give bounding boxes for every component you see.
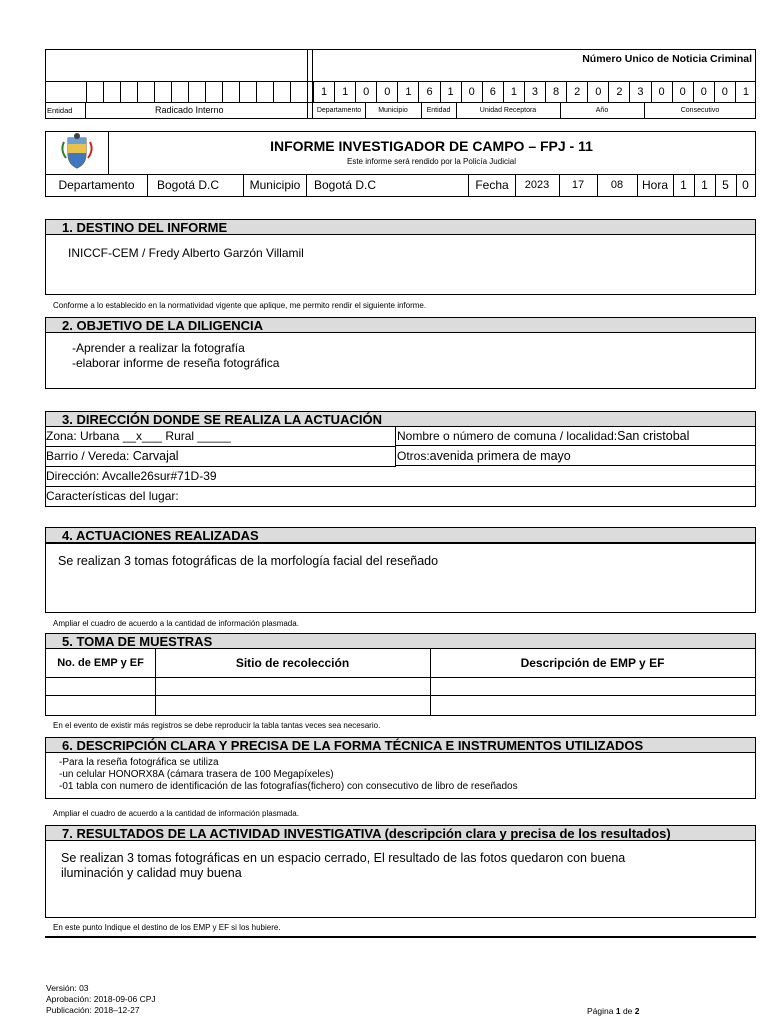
section-4-content: Se realizan 3 tomas fotográficas de la morfología facial del reseñado — [58, 554, 439, 568]
bottom-divider — [45, 936, 756, 938]
nunc-digit: 1 — [334, 82, 355, 103]
section-2-header: 2. OBJETIVO DE LA DILIGENCIA — [45, 317, 756, 333]
hora-digit: 1 — [673, 175, 695, 196]
page-prefix: Página — [587, 1006, 616, 1016]
section-1-box — [45, 235, 756, 295]
section-6-header: 6. DESCRIPCIÓN CLARA Y PRECISA DE LA FORMA TÉCNICA E INSTRUMENTOS UTILIZADOS — [45, 737, 756, 753]
label-radicado: Radicado Interno — [155, 105, 224, 115]
nunc-digit: 0 — [355, 82, 376, 103]
form-subtitle: Este informe será rendido por la Policía Judicial — [347, 157, 516, 166]
section-6-line-3: -01 tabla con numero de identificación de las fotografías(fichero) con consecutivo de libro de reseñados — [59, 781, 518, 792]
section-4-header: 4. ACTUACIONES REALIZADAS — [45, 527, 756, 543]
hora-digit: 0 — [742, 178, 749, 192]
barrio-field — [46, 447, 396, 467]
section-7-note: En este punto Indique el destino de los EMP y EF si los hubiere. — [53, 923, 281, 932]
nunc-digit: 0 — [461, 82, 482, 103]
barrio-label: Barrio / Vereda: — [46, 449, 130, 463]
section-7-line-1: Se realizan 3 tomas fotográficas en un espacio cerrado, El resultado de las fotos quedaron con buena — [61, 851, 626, 865]
nunc-digit: 0 — [693, 82, 714, 103]
label-departamento: Departamento — [316, 107, 362, 114]
nunc-digit: 1 — [440, 82, 461, 103]
footer-version: Versión: 03 — [46, 983, 89, 993]
nunc-digits — [313, 82, 756, 103]
nunc-digit: 0 — [714, 82, 735, 103]
col-header-sitio: Sitio de recolección — [155, 649, 431, 678]
nunc-digit: 6 — [482, 82, 503, 103]
hora-digit: 1 — [694, 175, 716, 196]
section-1-note: Conforme a lo establecido en la normatividad vigente que aplique, me permito rendir el siguiente informe. — [53, 301, 427, 310]
section-6-box — [45, 753, 756, 799]
page-total: 2 — [634, 1006, 640, 1016]
nunc-digit: 0 — [376, 82, 397, 103]
nunc-digit: 8 — [545, 82, 566, 103]
section-2-line-1: -Aprender a realizar la fotografía — [72, 341, 245, 355]
fecha-year: 2023 — [515, 175, 560, 196]
nunc-digit: 1 — [397, 82, 418, 103]
zona-field: Zona: Urbana __x___ Rural _____ — [46, 427, 396, 447]
section-3-box — [45, 427, 756, 507]
fecha-month: 17 — [559, 175, 598, 196]
comuna-field — [395, 427, 755, 446]
section-5-note: En el evento de existir más registros se debe reproducir la tabla tantas veces sea necesario. — [53, 721, 381, 730]
label-anio: Año — [595, 107, 609, 114]
nunc-title: Número Unico de Noticia Criminal — [582, 53, 752, 65]
label-entidad: Entidad — [47, 106, 73, 115]
nunc-digit: 1 — [735, 82, 756, 103]
departamento-label: Departamento — [46, 175, 148, 196]
page-mid: de — [620, 1006, 635, 1016]
section-1-content: INICCF-CEM / Fredy Alberto Garzón Villamil — [68, 246, 304, 260]
municipio-label: Municipio — [244, 175, 307, 196]
nunc-digit: 0 — [651, 82, 672, 103]
label-municipio: Municipio — [378, 107, 408, 114]
nunc-digit: 2 — [566, 82, 587, 103]
page-number — [587, 1006, 640, 1016]
section-2-line-2: -elaborar informe de reseña fotográfica — [72, 356, 280, 370]
section-1-header: 1. DESTINO DEL INFORME — [45, 219, 756, 235]
nunc-digit: 2 — [608, 82, 629, 103]
fecha-label: Fecha — [469, 175, 516, 196]
section-6-note: Ampliar el cuadro de acuerdo a la cantidad de información plasmada. — [53, 809, 299, 818]
section-7-header: 7. RESULTADOS DE LA ACTIVIDAD INVESTIGATIVA (descripción clara y precisa de los resultados) — [45, 825, 756, 841]
radicado-boxes — [45, 81, 308, 103]
nunc-digit: 3 — [629, 82, 650, 103]
direccion-field: Dirección: Avcalle26sur#71D-39 — [46, 467, 755, 487]
municipio-value: Bogotá D.C — [306, 175, 469, 196]
nunc-digit: 0 — [587, 82, 608, 103]
col-header-emp: No. de EMP y EF — [46, 649, 156, 678]
col-header-descripcion: Descripción de EMP y EF — [430, 649, 755, 678]
section-4-note: Ampliar el cuadro de acuerdo a la cantidad de información plasmada. — [53, 619, 299, 628]
section-2-box — [45, 333, 756, 389]
hora-label: Hora — [637, 175, 674, 196]
nunc-digit: 0 — [672, 82, 693, 103]
section-5-header: 5. TOMA DE MUESTRAS — [45, 633, 756, 649]
section-3-header: 3. DIRECCIÓN DONDE SE REALIZA LA ACTUACIÓN — [45, 411, 756, 427]
fecha-day: 08 — [597, 175, 638, 196]
coat-of-arms-logo — [46, 132, 109, 174]
nunc-labels — [313, 103, 756, 118]
section-4-box — [45, 543, 756, 613]
label-consecutivo: Consecutivo — [680, 107, 720, 114]
otros-field — [395, 447, 755, 466]
form-title: INFORME INVESTIGADOR DE CAMPO – FPJ - 11 — [270, 138, 593, 154]
comuna-value: San cristobal — [617, 429, 690, 443]
comuna-label: Nombre o número de comuna / localidad: — [397, 429, 618, 443]
caracteristicas-field: Características del lugar: — [46, 489, 179, 503]
nunc-digit: 6 — [418, 82, 439, 103]
form-title-box — [45, 131, 756, 175]
location-date-row — [45, 175, 756, 197]
page-current: 1 — [615, 1006, 621, 1016]
label-unidad: Unidad Receptora — [479, 107, 537, 114]
departamento-value: Bogotá D.C — [147, 175, 244, 196]
otros-label: Otros: — [397, 449, 430, 463]
nunc-digit: 1 — [313, 82, 334, 103]
hora-digit: 5 — [715, 175, 737, 196]
barrio-value: Carvajal — [132, 449, 179, 463]
section-7-box — [45, 841, 756, 918]
nunc-digit: 1 — [503, 82, 524, 103]
section-7-line-2: iluminación y calidad muy buena — [61, 866, 242, 880]
table-row — [46, 678, 755, 696]
section-6-line-1: -Para la reseña fotográfica se utiliza — [59, 757, 219, 768]
otros-value: avenida primera de mayo — [429, 449, 571, 463]
footer-publicacion: Publicación: 2018–12-27 — [46, 1005, 140, 1015]
nunc-digit: 3 — [524, 82, 545, 103]
section-6-line-2: -un celular HONORX8A (cámara trasera de 100 Megapíxeles) — [59, 769, 334, 780]
section-5-table — [45, 649, 756, 716]
footer-aprobacion: Aprobación: 2018-09-06 CPJ — [46, 994, 156, 1004]
label-entidad-r: Entidad — [426, 107, 451, 114]
